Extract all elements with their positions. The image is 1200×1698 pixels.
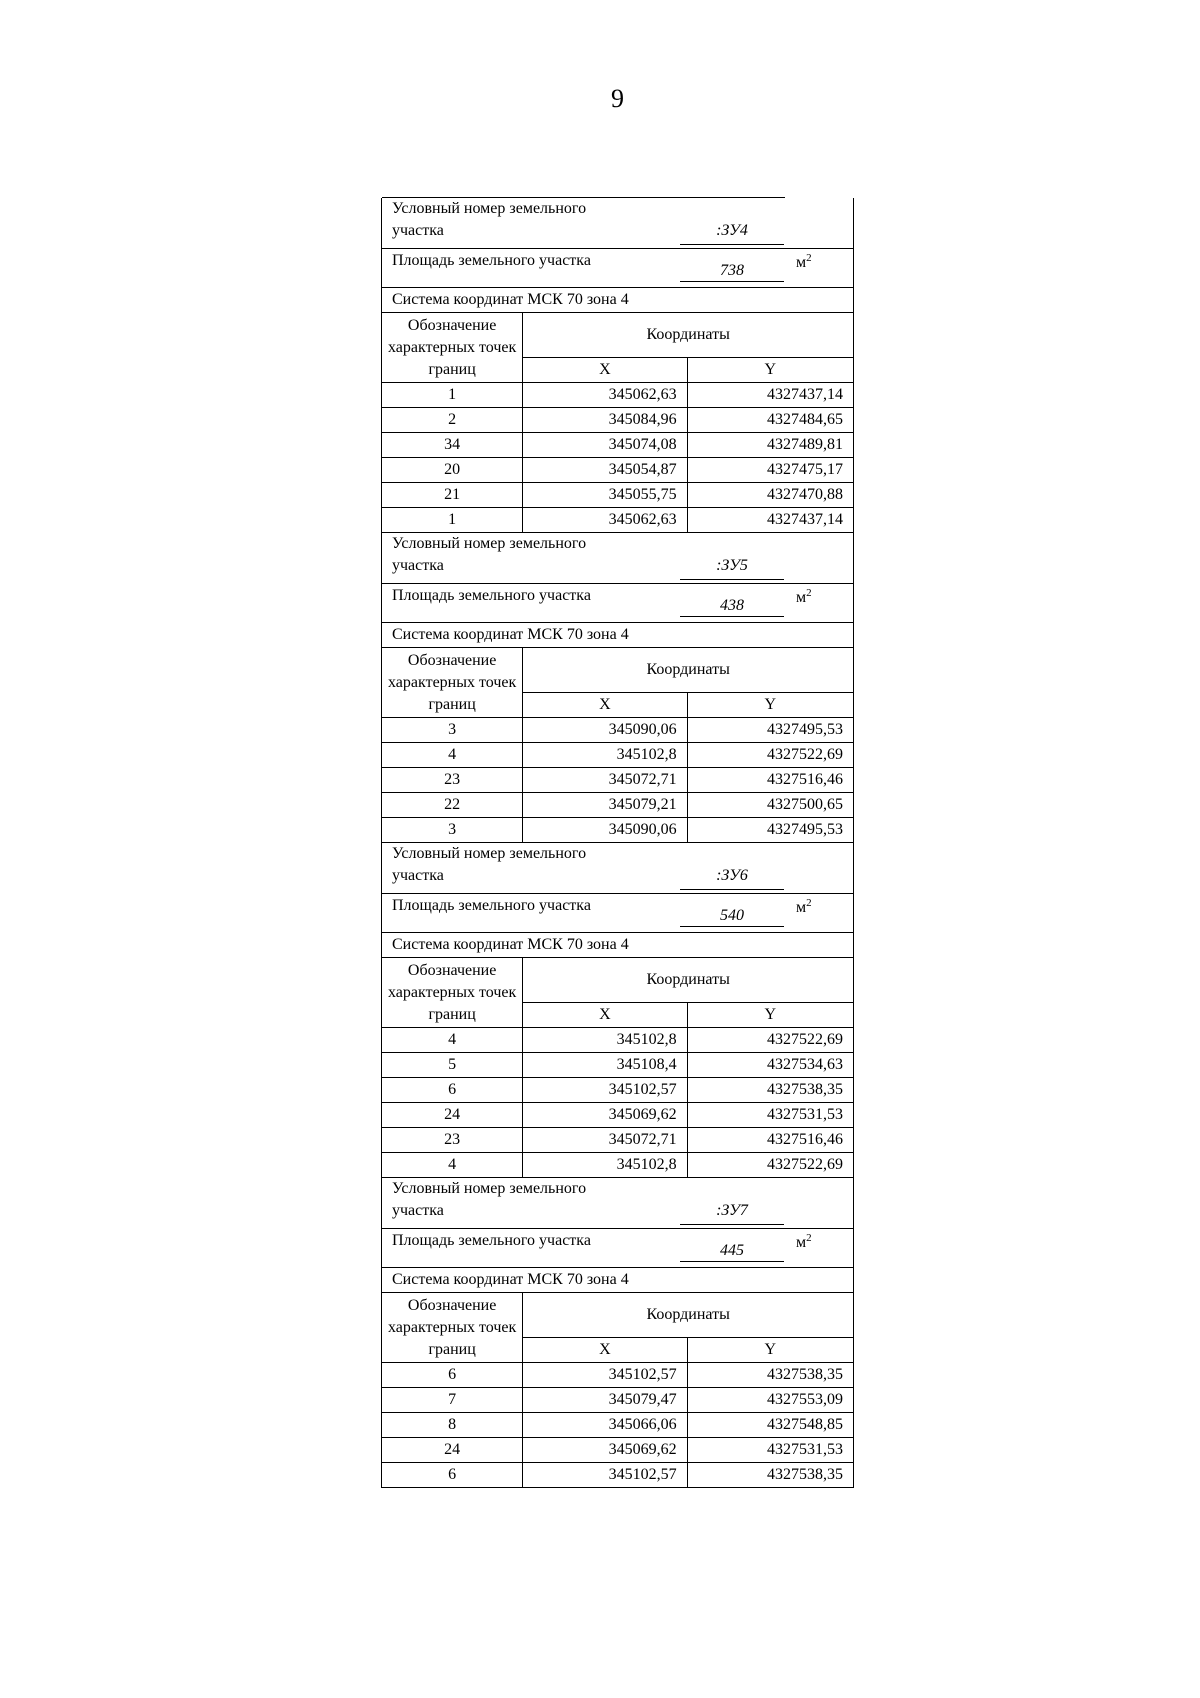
area-unit	[796, 251, 812, 275]
area-unit	[796, 586, 812, 610]
table-row	[382, 1028, 854, 1053]
x-value: 345072,71	[523, 768, 687, 793]
x-value: 345069,62	[523, 1103, 687, 1128]
x-value: 345054,87	[523, 458, 687, 483]
coord-system-label: Система координат МСК 70 зона 4	[382, 1268, 854, 1293]
table-row	[382, 433, 854, 458]
table-row	[382, 1078, 854, 1103]
y-value: 4327538,35	[687, 1463, 853, 1488]
area-unit-base: м	[796, 589, 807, 606]
table-row	[382, 1103, 854, 1128]
plot-area-value: 445	[680, 1237, 784, 1262]
plot-number-cell	[382, 533, 854, 584]
designation-header: Обозначение характерных точек границ	[382, 648, 523, 718]
plot-number-row	[382, 533, 854, 584]
designation-header: Обозначение характерных точек границ	[382, 313, 523, 383]
coordinates-header: Координаты	[523, 958, 854, 1003]
coord-system-label: Система координат МСК 70 зона 4	[382, 933, 854, 958]
table-row	[382, 718, 854, 743]
x-value: 345079,47	[523, 1388, 687, 1413]
table-row	[382, 508, 854, 533]
area-unit-base: м	[796, 899, 807, 916]
x-header: X	[523, 1338, 687, 1363]
x-value: 345079,21	[523, 793, 687, 818]
y-value: 4327500,65	[687, 793, 853, 818]
y-value: 4327516,46	[687, 1128, 853, 1153]
table-row	[382, 1463, 854, 1488]
point-number: 2	[382, 408, 523, 433]
plot-number-label: Условный номер земельного участка	[392, 200, 587, 239]
point-number: 7	[382, 1388, 523, 1413]
point-number: 20	[382, 458, 523, 483]
point-number: 4	[382, 1028, 523, 1053]
point-number: 1	[382, 508, 523, 533]
plot-area-label: Площадь земельного участка	[392, 252, 591, 269]
y-header: Y	[687, 1003, 853, 1028]
y-value: 4327548,85	[687, 1413, 853, 1438]
plot-area-row	[382, 894, 854, 933]
area-unit-exponent: 2	[806, 897, 812, 909]
x-value: 345090,06	[523, 818, 687, 843]
point-number: 23	[382, 1128, 523, 1153]
y-value: 4327516,46	[687, 768, 853, 793]
point-number: 4	[382, 1153, 523, 1178]
area-unit-base: м	[796, 1234, 807, 1251]
y-value: 4327489,81	[687, 433, 853, 458]
x-value: 345066,06	[523, 1413, 687, 1438]
table-row	[382, 1053, 854, 1078]
point-number: 1	[382, 383, 523, 408]
x-value: 345069,62	[523, 1438, 687, 1463]
table-row	[382, 408, 854, 433]
points-header-row	[382, 958, 854, 1003]
table-row	[382, 1438, 854, 1463]
plot-area-cell	[382, 249, 854, 288]
coordinates-header: Координаты	[523, 648, 854, 693]
coordinates-table	[381, 198, 854, 1488]
point-number: 8	[382, 1413, 523, 1438]
y-value: 4327522,69	[687, 743, 853, 768]
point-number: 5	[382, 1053, 523, 1078]
y-value: 4327522,69	[687, 1028, 853, 1053]
y-value: 4327484,65	[687, 408, 853, 433]
plot-number-label: Условный номер земельного участка	[392, 535, 587, 574]
x-header: X	[523, 1003, 687, 1028]
plot-number-row	[382, 1178, 854, 1229]
x-value: 345102,57	[523, 1463, 687, 1488]
y-value: 4327495,53	[687, 818, 853, 843]
x-value: 345074,08	[523, 433, 687, 458]
area-unit-exponent: 2	[806, 1232, 812, 1244]
area-unit-base: м	[796, 254, 807, 271]
plot-number-cell	[382, 1178, 854, 1229]
y-value: 4327553,09	[687, 1388, 853, 1413]
plot-number-cell	[382, 198, 854, 249]
plot-area-value: 738	[680, 257, 784, 282]
plot-number-label: Условный номер земельного участка	[392, 1180, 587, 1219]
point-number: 6	[382, 1463, 523, 1488]
x-value: 345102,57	[523, 1078, 687, 1103]
x-value: 345084,96	[523, 408, 687, 433]
table-row	[382, 1128, 854, 1153]
plot-area-row	[382, 584, 854, 623]
coordinates-table-body	[382, 198, 854, 1488]
coordinates-header: Координаты	[523, 1293, 854, 1338]
points-header-row	[382, 313, 854, 358]
designation-header: Обозначение характерных точек границ	[382, 958, 523, 1028]
table-row	[382, 768, 854, 793]
y-value: 4327531,53	[687, 1103, 853, 1128]
x-value: 345102,8	[523, 743, 687, 768]
coord-system-row	[382, 933, 854, 958]
plot-area-label: Площадь земельного участка	[392, 897, 591, 914]
coord-system-row	[382, 623, 854, 648]
plot-area-cell	[382, 584, 854, 623]
point-number: 3	[382, 718, 523, 743]
y-value: 4327534,63	[687, 1053, 853, 1078]
plot-number-row	[382, 198, 854, 249]
point-number: 6	[382, 1078, 523, 1103]
plot-number-label: Условный номер земельного участка	[392, 845, 587, 884]
plot-area-cell	[382, 1229, 854, 1268]
plot-area-row	[382, 1229, 854, 1268]
table-row	[382, 818, 854, 843]
y-value: 4327475,17	[687, 458, 853, 483]
coord-system-label: Система координат МСК 70 зона 4	[382, 623, 854, 648]
x-header: X	[523, 358, 687, 383]
plot-number-value: :ЗУ4	[680, 218, 784, 245]
designation-header: Обозначение характерных точек границ	[382, 1293, 523, 1363]
land-plots-document	[381, 198, 854, 1488]
point-number: 23	[382, 768, 523, 793]
plot-area-row	[382, 249, 854, 288]
plot-number-value: :ЗУ6	[680, 863, 784, 890]
point-number: 3	[382, 818, 523, 843]
x-value: 345102,8	[523, 1153, 687, 1178]
plot-area-value: 438	[680, 592, 784, 617]
x-value: 345108,4	[523, 1053, 687, 1078]
point-number: 22	[382, 793, 523, 818]
plot-area-value: 540	[680, 902, 784, 927]
table-row	[382, 1363, 854, 1388]
y-value: 4327470,88	[687, 483, 853, 508]
area-unit-exponent: 2	[806, 252, 812, 264]
x-value: 345055,75	[523, 483, 687, 508]
area-unit	[796, 1231, 812, 1255]
y-header: Y	[687, 1338, 853, 1363]
x-value: 345102,8	[523, 1028, 687, 1053]
x-value: 345062,63	[523, 383, 687, 408]
plot-number-value: :ЗУ5	[680, 553, 784, 580]
y-value: 4327437,14	[687, 383, 853, 408]
coordinates-header: Координаты	[523, 313, 854, 358]
table-row	[382, 458, 854, 483]
table-row	[382, 1388, 854, 1413]
y-value: 4327437,14	[687, 508, 853, 533]
y-value: 4327538,35	[687, 1078, 853, 1103]
table-row	[382, 743, 854, 768]
plot-area-label: Площадь земельного участка	[392, 1232, 591, 1249]
x-value: 345090,06	[523, 718, 687, 743]
x-value: 345102,57	[523, 1363, 687, 1388]
page-number: 9	[611, 84, 624, 113]
point-number: 24	[382, 1103, 523, 1128]
plot-number-cell	[382, 843, 854, 894]
y-value: 4327495,53	[687, 718, 853, 743]
y-header: Y	[687, 358, 853, 383]
y-value: 4327522,69	[687, 1153, 853, 1178]
table-row	[382, 1153, 854, 1178]
area-unit	[796, 896, 812, 920]
table-row	[382, 483, 854, 508]
point-number: 4	[382, 743, 523, 768]
table-row	[382, 383, 854, 408]
coord-system-label: Система координат МСК 70 зона 4	[382, 288, 854, 313]
points-header-row	[382, 1293, 854, 1338]
plot-number-value: :ЗУ7	[680, 1198, 784, 1225]
y-value: 4327538,35	[687, 1363, 853, 1388]
point-number: 21	[382, 483, 523, 508]
point-number: 34	[382, 433, 523, 458]
area-unit-exponent: 2	[806, 587, 812, 599]
point-number: 24	[382, 1438, 523, 1463]
point-number: 6	[382, 1363, 523, 1388]
plot-area-label: Площадь земельного участка	[392, 587, 591, 604]
plot-number-row	[382, 843, 854, 894]
points-header-row	[382, 648, 854, 693]
coord-system-row	[382, 1268, 854, 1293]
plot-area-cell	[382, 894, 854, 933]
x-header: X	[523, 693, 687, 718]
x-value: 345072,71	[523, 1128, 687, 1153]
coord-system-row	[382, 288, 854, 313]
x-value: 345062,63	[523, 508, 687, 533]
table-row	[382, 1413, 854, 1438]
y-value: 4327531,53	[687, 1438, 853, 1463]
table-row	[382, 793, 854, 818]
y-header: Y	[687, 693, 853, 718]
